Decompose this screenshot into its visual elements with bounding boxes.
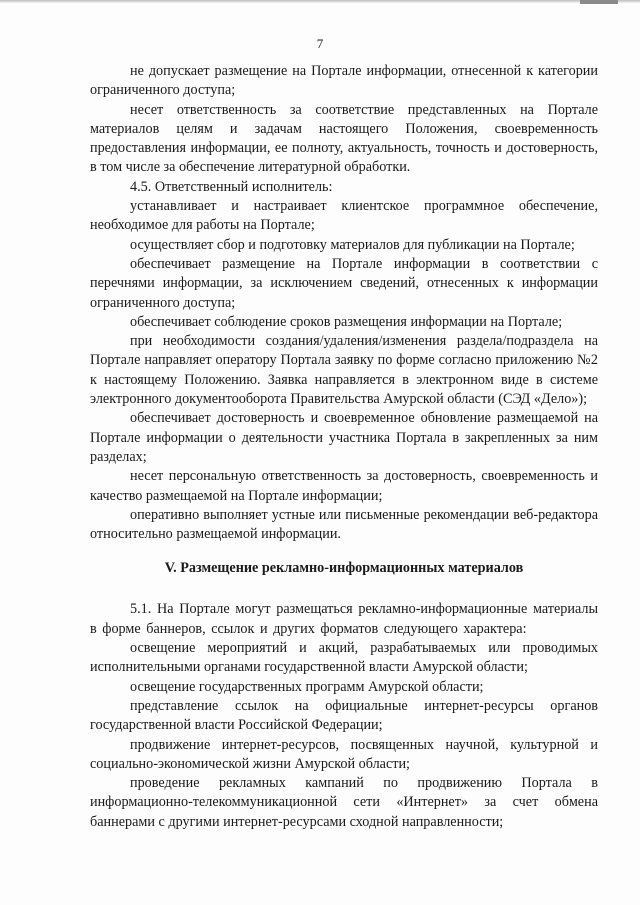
- page-number: 7: [316, 36, 324, 51]
- paragraph: освещение мероприятий и акций, разрабатываемых или проводимых исполнительными органами государственной власти Амурской области;: [90, 640, 598, 676]
- paragraph: осуществляет сбор и подготовку материалов для публикации на Портале;: [130, 236, 575, 253]
- paragraph: несет персональную ответственность за достоверность, своевременность и качество размещаемой на Портале информации;: [90, 468, 598, 504]
- scan-edge: [0, 0, 640, 3]
- paragraph: обеспечивает соблюдение сроков размещения информации на Портале;: [130, 313, 563, 330]
- clause-heading: 4.5. Ответственный исполнитель:: [130, 178, 333, 195]
- paragraph: не допускает размещение на Портале информации, отнесенной к категории ограниченного доступа;: [90, 63, 598, 99]
- paragraph: обеспечивает размещение на Портале информации в соответствии с перечнями информации, за исключением сведений, отнесенных к информации ограниченного доступа;: [90, 255, 598, 311]
- paragraph: представление ссылок на официальные интернет-ресурсы органов государственной власти Российской Федерации;: [90, 697, 598, 734]
- section-heading: V. Размещение рекламно-информационных материалов: [164, 560, 524, 577]
- paragraph: при необходимости создания/удаления/изменения раздела/подраздела на Портале направляет оператору Портала заявку по форме согласно приложению №2 к настоящему Положению. Заявка направляется в электронном виде в системе электронного документооборота Правительства Амурской области (СЭД «Дело»);: [90, 333, 598, 408]
- paragraph: освещение государственных программ Амурской области;: [130, 678, 484, 695]
- paragraph: обеспечивает достоверность и своевременное обновление размещаемой на Портале информации о деятельности участника Портала в закрепленных за ним разделах;: [90, 410, 598, 465]
- paragraph: устанавливает и настраивает клиентское программное обеспечение, необходимое для работы на Портале;: [90, 198, 598, 234]
- paragraph: несет ответственность за соответствие представленных на Портале материалов целям и задачам настоящего Положения, своевременность предоставления информации, ее полноту, актуальность, точность и достоверность, в том числе за обеспечение литературной обработки.: [90, 101, 598, 176]
- document-body: [90, 62, 598, 832]
- scan-mark: [580, 0, 618, 4]
- paragraph: 5.1. На Портале могут размещаться рекламно-информационные материалы в форме баннеров, ссылок и других форматов следующего характера:: [90, 601, 598, 637]
- paragraph: оперативно выполняет устные или письменные рекомендации веб-редактора относительно размещаемой информации.: [90, 506, 598, 543]
- paragraph: проведение рекламных кампаний по продвижению Портала в информационно-телекоммуникационной сети «Интернет» за счет обмена баннерами с другими интернет-ресурсами сходной направленности;: [90, 775, 598, 830]
- paragraph: продвижение интернет-ресурсов, посвященных научной, культурной и социально-экономической жизни Амурской области;: [90, 736, 598, 772]
